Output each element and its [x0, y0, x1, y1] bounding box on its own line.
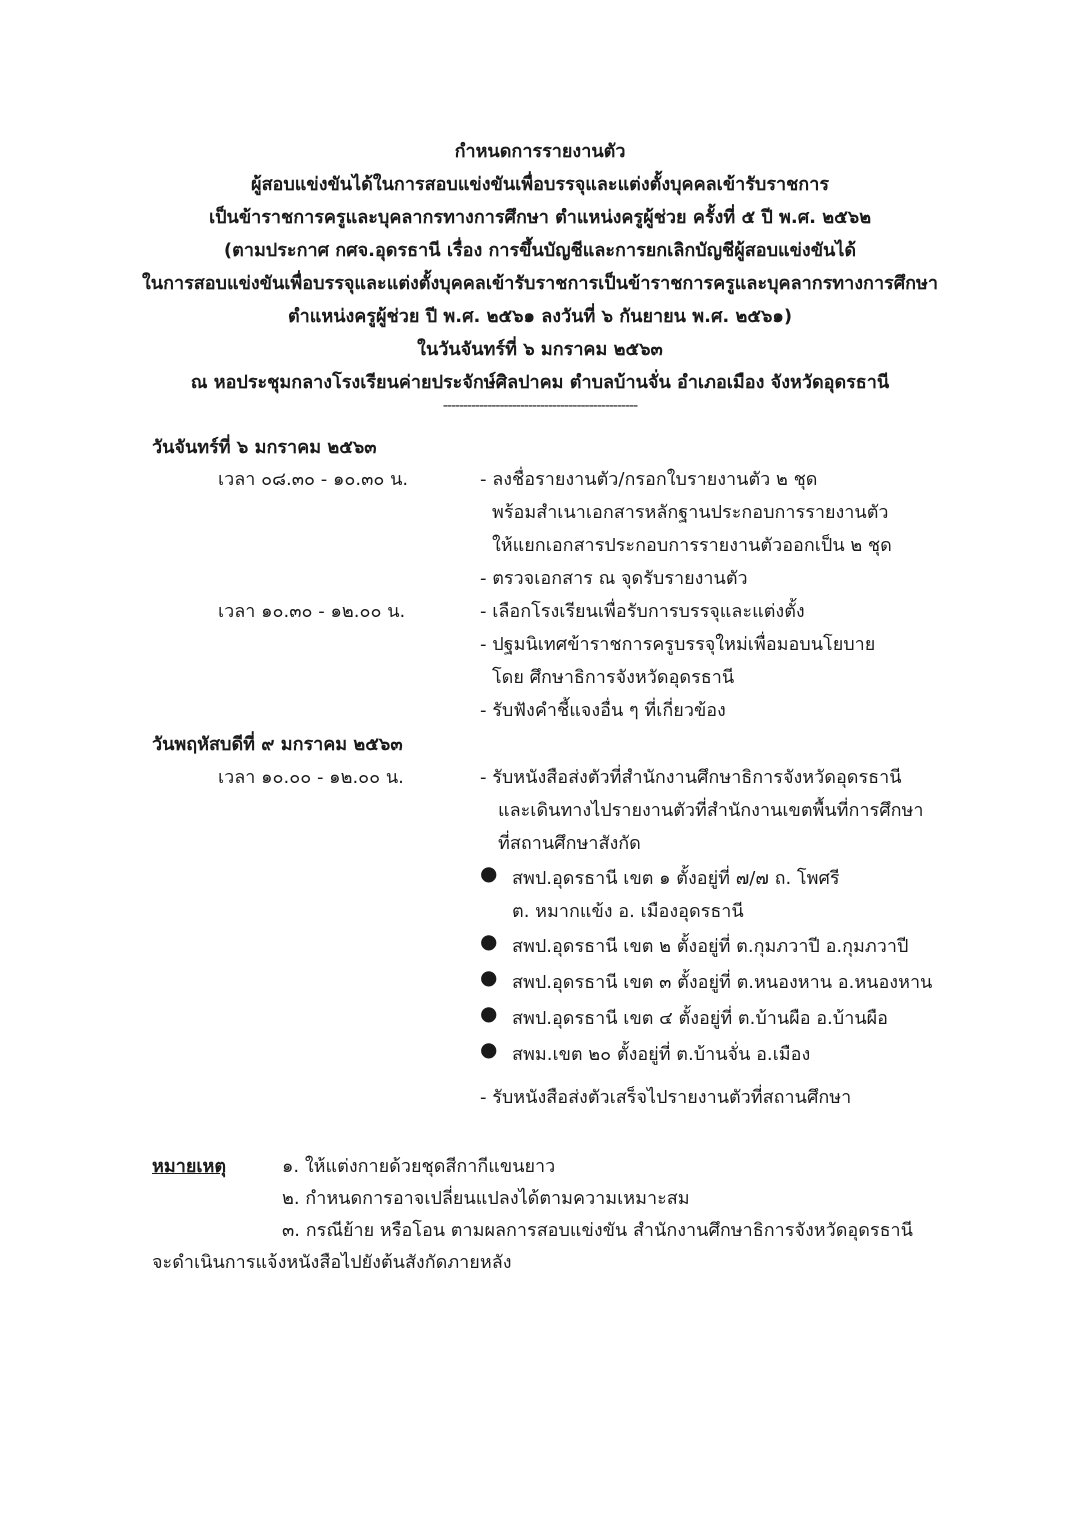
doc-title: กำหนดการรายงานตัว: [454, 141, 626, 162]
bullet-icon: ●: [480, 965, 498, 989]
note-item: ๒. กำหนดการอาจเปลี่ยนแปลงได้ตามความเหมาะสม: [282, 1188, 690, 1209]
header-line-3: เป็นข้าราชการครูและบุคลากรทางการศึกษา ตำแหน่งครูผู้ช่วย ครั้งที่ ๕ ปี พ.ศ. ๒๕๖๒: [208, 207, 872, 228]
header-line-5: ในการสอบแข่งขันเพื่อบรรจุและแต่งตั้งบุคคลเข้ารับราชการเป็นข้าราชการครูและบุคลากรทางการศึกษา: [141, 273, 939, 294]
note-item-cont: จะดำเนินการแจ้งหนังสือไปยังต้นสังกัดภายหลัง: [152, 1252, 512, 1273]
office-item: สพป.อุดรธานี เขต ๓ ตั้งอยู่ที่ ต.หนองหาน อ.หนองหาน: [512, 972, 933, 993]
day1-time1: เวลา ๐๘.๓๐ - ๑๐.๓๐ น.: [218, 469, 409, 490]
bullet-icon: ●: [480, 861, 498, 885]
day1-title: วันจันทร์ที่ ๖ มกราคม ๒๕๖๓: [152, 437, 377, 458]
bullet-icon: ●: [480, 929, 498, 953]
office-item: สพป.อุดรธานี เขต ๔ ตั้งอยู่ที่ ต.บ้านผือ อ.บ้านผือ: [512, 1008, 888, 1029]
day2-closing: - รับหนังสือส่งตัวเสร็จไปรายงานตัวที่สถานศึกษา: [480, 1087, 852, 1108]
day2-intro-line: ที่สถานศึกษาสังกัด: [498, 833, 641, 854]
header-line-6: ตำแหน่งครูผู้ช่วย ปี พ.ศ. ๒๕๖๑ ลงวันที่ ๖ กันยายน พ.ศ. ๒๕๖๑): [287, 306, 793, 327]
office-item: สพป.อุดรธานี เขต ๑ ตั้งอยู่ที่ ๗/๗ ถ. โพศรี: [512, 868, 840, 889]
day1-time2-item: - ปฐมนิเทศข้าราชการครูบรรจุใหม่เพื่อมอบนโยบาย: [480, 634, 876, 655]
day1-time2-item: - รับฟังคำชี้แจงอื่น ๆ ที่เกี่ยวข้อง: [480, 700, 726, 721]
day1-time1-item: พร้อมสำเนาเอกสารหลักฐานประกอบการรายงานตัว: [492, 502, 889, 523]
day1-time2: เวลา ๑๐.๓๐ - ๑๒.๐๐ น.: [218, 601, 406, 622]
day2-intro-line: - รับหนังสือส่งตัวที่สำนักงานศึกษาธิการจังหวัดอุดรธานี: [480, 767, 902, 788]
office-item: สพป.อุดรธานี เขต ๒ ตั้งอยู่ที่ ต.กุมภวาปี อ.กุมภวาปี: [512, 936, 909, 957]
day1-time2-item: โดย ศึกษาธิการจังหวัดอุดรธานี: [492, 667, 735, 688]
day1-time1-item: - ลงชื่อรายงานตัว/กรอกใบรายงานตัว ๒ ชุด: [480, 469, 818, 490]
header-line-2: ผู้สอบแข่งขันได้ในการสอบแข่งขันเพื่อบรรจุและแต่งตั้งบุคคลเข้ารับราชการ: [251, 174, 829, 195]
header-venue: ณ หอประชุมกลางโรงเรียนค่ายประจักษ์ศิลปาคม ตำบลบ้านจั่น อำเภอเมือง จังหวัดอุดรธานี: [190, 372, 890, 393]
header-divider: ------------------------------------------------: [442, 398, 638, 414]
day2-intro-line: และเดินทางไปรายงานตัวที่สำนักงานเขตพื้นที่การศึกษา: [498, 800, 924, 821]
header-line-4: (ตามประกาศ กศจ.อุดรธานี เรื่อง การขึ้นบัญชีและการยกเลิกบัญชีผู้สอบแข่งขันได้: [223, 240, 857, 261]
note-item: ๓. กรณีย้าย หรือโอน ตามผลการสอบแข่งขัน สำนักงานศึกษาธิการจังหวัดอุดรธานี: [282, 1220, 913, 1241]
office-item-cont: ต. หมากแข้ง อ. เมืองอุดรธานี: [512, 901, 744, 922]
day1-time1-item: ให้แยกเอกสารประกอบการรายงานตัวออกเป็น ๒ ชุด: [492, 535, 892, 556]
office-item: สพม.เขต ๒๐ ตั้งอยู่ที่ ต.บ้านจั่น อ.เมือง: [512, 1044, 811, 1065]
day2-time1: เวลา ๑๐.๐๐ - ๑๒.๐๐ น.: [218, 767, 404, 788]
bullet-icon: ●: [480, 1001, 498, 1025]
bullet-icon: ●: [480, 1037, 498, 1061]
note-item: ๑. ให้แต่งกายด้วยชุดสีกากีแขนยาว: [282, 1156, 556, 1177]
day1-time1-item: - ตรวจเอกสาร ณ จุดรับรายงานตัว: [480, 568, 748, 589]
notes-label: หมายเหตุ: [152, 1156, 227, 1177]
header-date: ในวันจันทร์ที่ ๖ มกราคม ๒๕๖๓: [417, 339, 663, 360]
day1-time2-item: - เลือกโรงเรียนเพื่อรับการบรรจุและแต่งตั้ง: [480, 601, 805, 622]
day2-title: วันพฤหัสบดีที่ ๙ มกราคม ๒๕๖๓: [152, 734, 403, 755]
